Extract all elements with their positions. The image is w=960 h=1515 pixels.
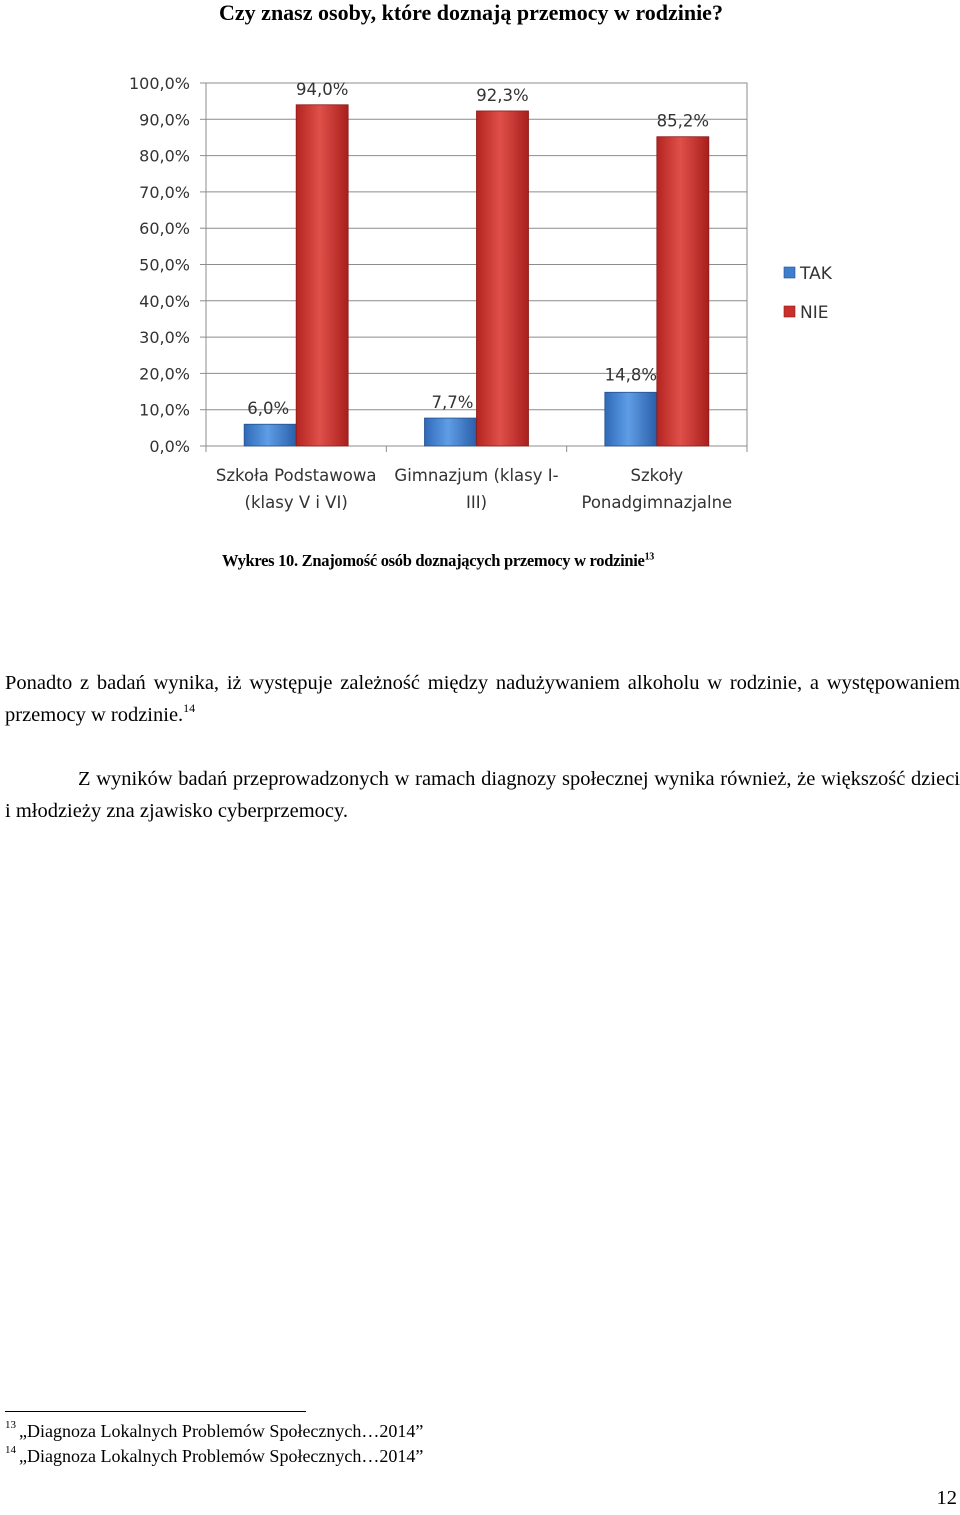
footnote-14: $^{14}$ „Diagnoza Lokalnych Problemów Społecznych…2014”: [5, 1444, 424, 1466]
bar-nie: [477, 111, 529, 446]
footnote-13: $^{13}$ „Diagnoza Lokalnych Problemów Społecznych…2014”: [5, 1419, 424, 1441]
bar-tak: [244, 424, 296, 446]
data-label-nie: 85,2%: [656, 111, 710, 131]
legend-label-tak: TAK: [800, 264, 832, 284]
x-category-label: Szkoła Podstawowa: [215, 466, 377, 485]
bar-chart: [110, 60, 850, 520]
figure-caption: Wykres 10. Znajomość osób doznających przemocy w rodzinie$^{13}$: [222, 551, 654, 570]
y-tick-label: 50,0%: [139, 255, 190, 275]
bar-tak: [605, 392, 657, 446]
footnote-ref-14: 14: [183, 701, 196, 715]
x-category-label: Szkoły: [630, 466, 684, 485]
paragraph-alcohol: Ponadto z badań wynika, iż występuje zależność między nadużywaniem alkoholu w rodzinie, a występowaniem przemocy w rodzinie.$^{14}$: [5, 671, 960, 726]
bar-tak: [425, 418, 477, 446]
y-tick-label: 90,0%: [139, 110, 190, 130]
paragraph-cyberbullying: Z wyników badań przeprowadzonych w ramach diagnozy społecznej wynika również, że większość dzieci i młodzieży zna zjawisko cyberprzemocy.: [5, 767, 960, 822]
bar-nie: [296, 105, 348, 446]
data-label-nie: 94,0%: [295, 79, 349, 99]
x-category-label: (klasy V i VI): [244, 493, 348, 512]
x-category-label: Ponadgimnazjalne: [581, 493, 733, 512]
legend-swatch-tak: [784, 267, 795, 278]
y-tick-label: 0,0%: [149, 437, 190, 456]
data-label-tak: 6,0%: [247, 399, 290, 419]
data-label-tak: 7,7%: [431, 393, 474, 413]
y-tick-label: 20,0%: [139, 364, 190, 384]
data-label-nie: 92,3%: [476, 85, 529, 105]
legend-label-nie: NIE: [800, 303, 829, 323]
x-category-label: III): [465, 493, 488, 512]
bar-nie: [657, 137, 709, 446]
y-tick-label: 10,0%: [139, 400, 190, 420]
y-tick-label: 80,0%: [139, 146, 190, 166]
legend-swatch-nie: [784, 306, 795, 317]
footnote-separator: [5, 1411, 306, 1412]
x-category-label: Gimnazjum (klasy I-: [394, 466, 559, 485]
chart-heading: Czy znasz osoby, które doznają przemocy w rodzinie?: [219, 0, 723, 25]
y-tick-label: 40,0%: [139, 291, 190, 311]
page-number: 12: [936, 1487, 957, 1509]
footnote-ref-13: 13: [644, 551, 654, 563]
y-tick-label: 100,0%: [128, 74, 190, 93]
y-tick-label: 70,0%: [139, 182, 190, 202]
y-tick-label: 60,0%: [139, 219, 190, 239]
y-tick-label: 30,0%: [139, 328, 190, 348]
data-label-tak: 14,8%: [604, 365, 658, 385]
